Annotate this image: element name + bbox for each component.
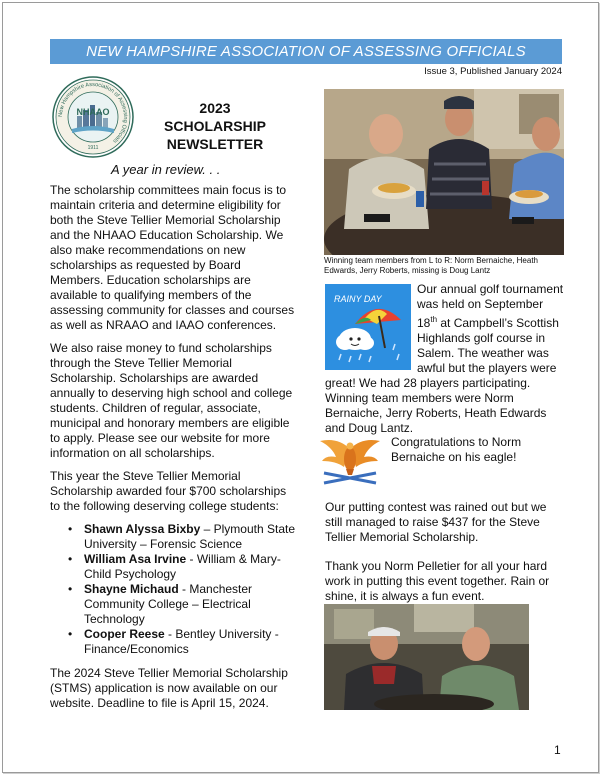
left-column (50, 183, 295, 719)
golf-text-post: at Campbell’s Scottish Highlands golf course in Salem. The weather was awful but the players were great! We had 28 players participating. Winning team members were Norm Bernaiche, Jerry Roberts, Heath Edwards and Doug Lantz. (325, 316, 559, 435)
newsletter-page (2, 2, 599, 773)
intro-paragraph: The scholarship committees main focus is to maintain criteria and determine eligibility for both the Steve Tellier Memorial Scholarship and the NHAAO Education Scholarship. We also make recommendations on new scholarships as requested by Board Members. Education scholarships are available to qualifying members of the assessing community for classes and courses as well as NRAAO and IAAO conferences. (50, 183, 295, 332)
logo-center-text: NHAAO (76, 107, 110, 117)
title-line-2: SCHOLARSHIP (164, 118, 266, 134)
thanks-paragraph: Thank you Norm Pelletier for all your hard work in putting this event together. Rain or shine, it is always a fun event. (325, 559, 550, 603)
recipient-detail: - Bentley University - Finance/Economics (84, 627, 279, 656)
logo-year: 1911 (87, 145, 99, 151)
list-item (68, 522, 295, 552)
congratulations-text: Congratulations to Norm Bernaiche on his eagle! (391, 435, 522, 464)
list-item (68, 582, 295, 627)
tagline: A year in review. . . (111, 162, 221, 177)
recipient-detail: - William & Mary- Child Psychology (84, 552, 281, 581)
list-item (68, 552, 295, 582)
recipient-detail: - Manchester Community College – Electrical Technology (84, 582, 253, 626)
rain-label: RAINY DAY (334, 294, 382, 304)
list-item (68, 627, 295, 657)
team-photo (324, 89, 564, 255)
issue-line: Issue 3, Published January 2024 (424, 66, 562, 77)
players-photo (324, 604, 529, 710)
fundraising-paragraph: We also raise money to fund scholarships through the Steve Tellier Memorial Scholarship. Scholarships are awarded annually to deserving high school and college students. Children of regular, associate, municipal and honorary members are eligible to apply. Please see our website for more information on all scholarships. (50, 341, 293, 460)
recipient-name: Shawn Alyssa Bixby (84, 522, 201, 536)
eagle-icon (316, 435, 384, 487)
title-line-1: 2023 (199, 100, 231, 116)
recipient-name: Shayne Michaud (84, 582, 179, 596)
golf-text-pre: Our annual golf tournament was held on September 18 (417, 282, 564, 330)
right-column-lower (325, 500, 561, 618)
nhaao-logo (52, 76, 134, 158)
bullet: • (68, 552, 73, 566)
newsletter-title (145, 99, 285, 153)
putting-paragraph: Our putting contest was rained out but we still managed to raise $437 for the Steve Tellier Memorial Scholarship. (325, 500, 547, 544)
bullet: • (68, 582, 73, 596)
header-banner: NEW HAMPSHIRE ASSOCIATION OF ASSESSING OFFICIALS (50, 39, 562, 64)
recipient-list (50, 522, 295, 657)
golf-text-sup: th (430, 315, 438, 324)
recipient-detail: – Plymouth State University – Forensic Science (84, 522, 295, 551)
photo-caption: Winning team members from L to R: Norm Bernaiche, Heath Edwards, Jerry Roberts, missing is Doug Lantz (324, 256, 539, 275)
awards-paragraph: This year the Steve Tellier Memorial Scholarship awarded four $700 scholarships to the following deserving college students: (50, 469, 287, 513)
page-number: 1 (554, 743, 561, 757)
application-paragraph: The 2024 Steve Tellier Memorial Scholarship (STMS) application is now available on our website. Deadline to file is April 15, 2024. (50, 666, 288, 710)
recipient-name: Cooper Reese (84, 627, 165, 641)
bullet: • (68, 627, 73, 641)
title-line-3: NEWSLETTER (166, 136, 264, 152)
rainy-day-clipart (325, 284, 411, 370)
recipient-name: William Asa Irvine (84, 552, 187, 566)
logo-ring-text: New Hampshire Association of Assessing Officials (57, 81, 129, 144)
bullet: • (68, 522, 73, 536)
